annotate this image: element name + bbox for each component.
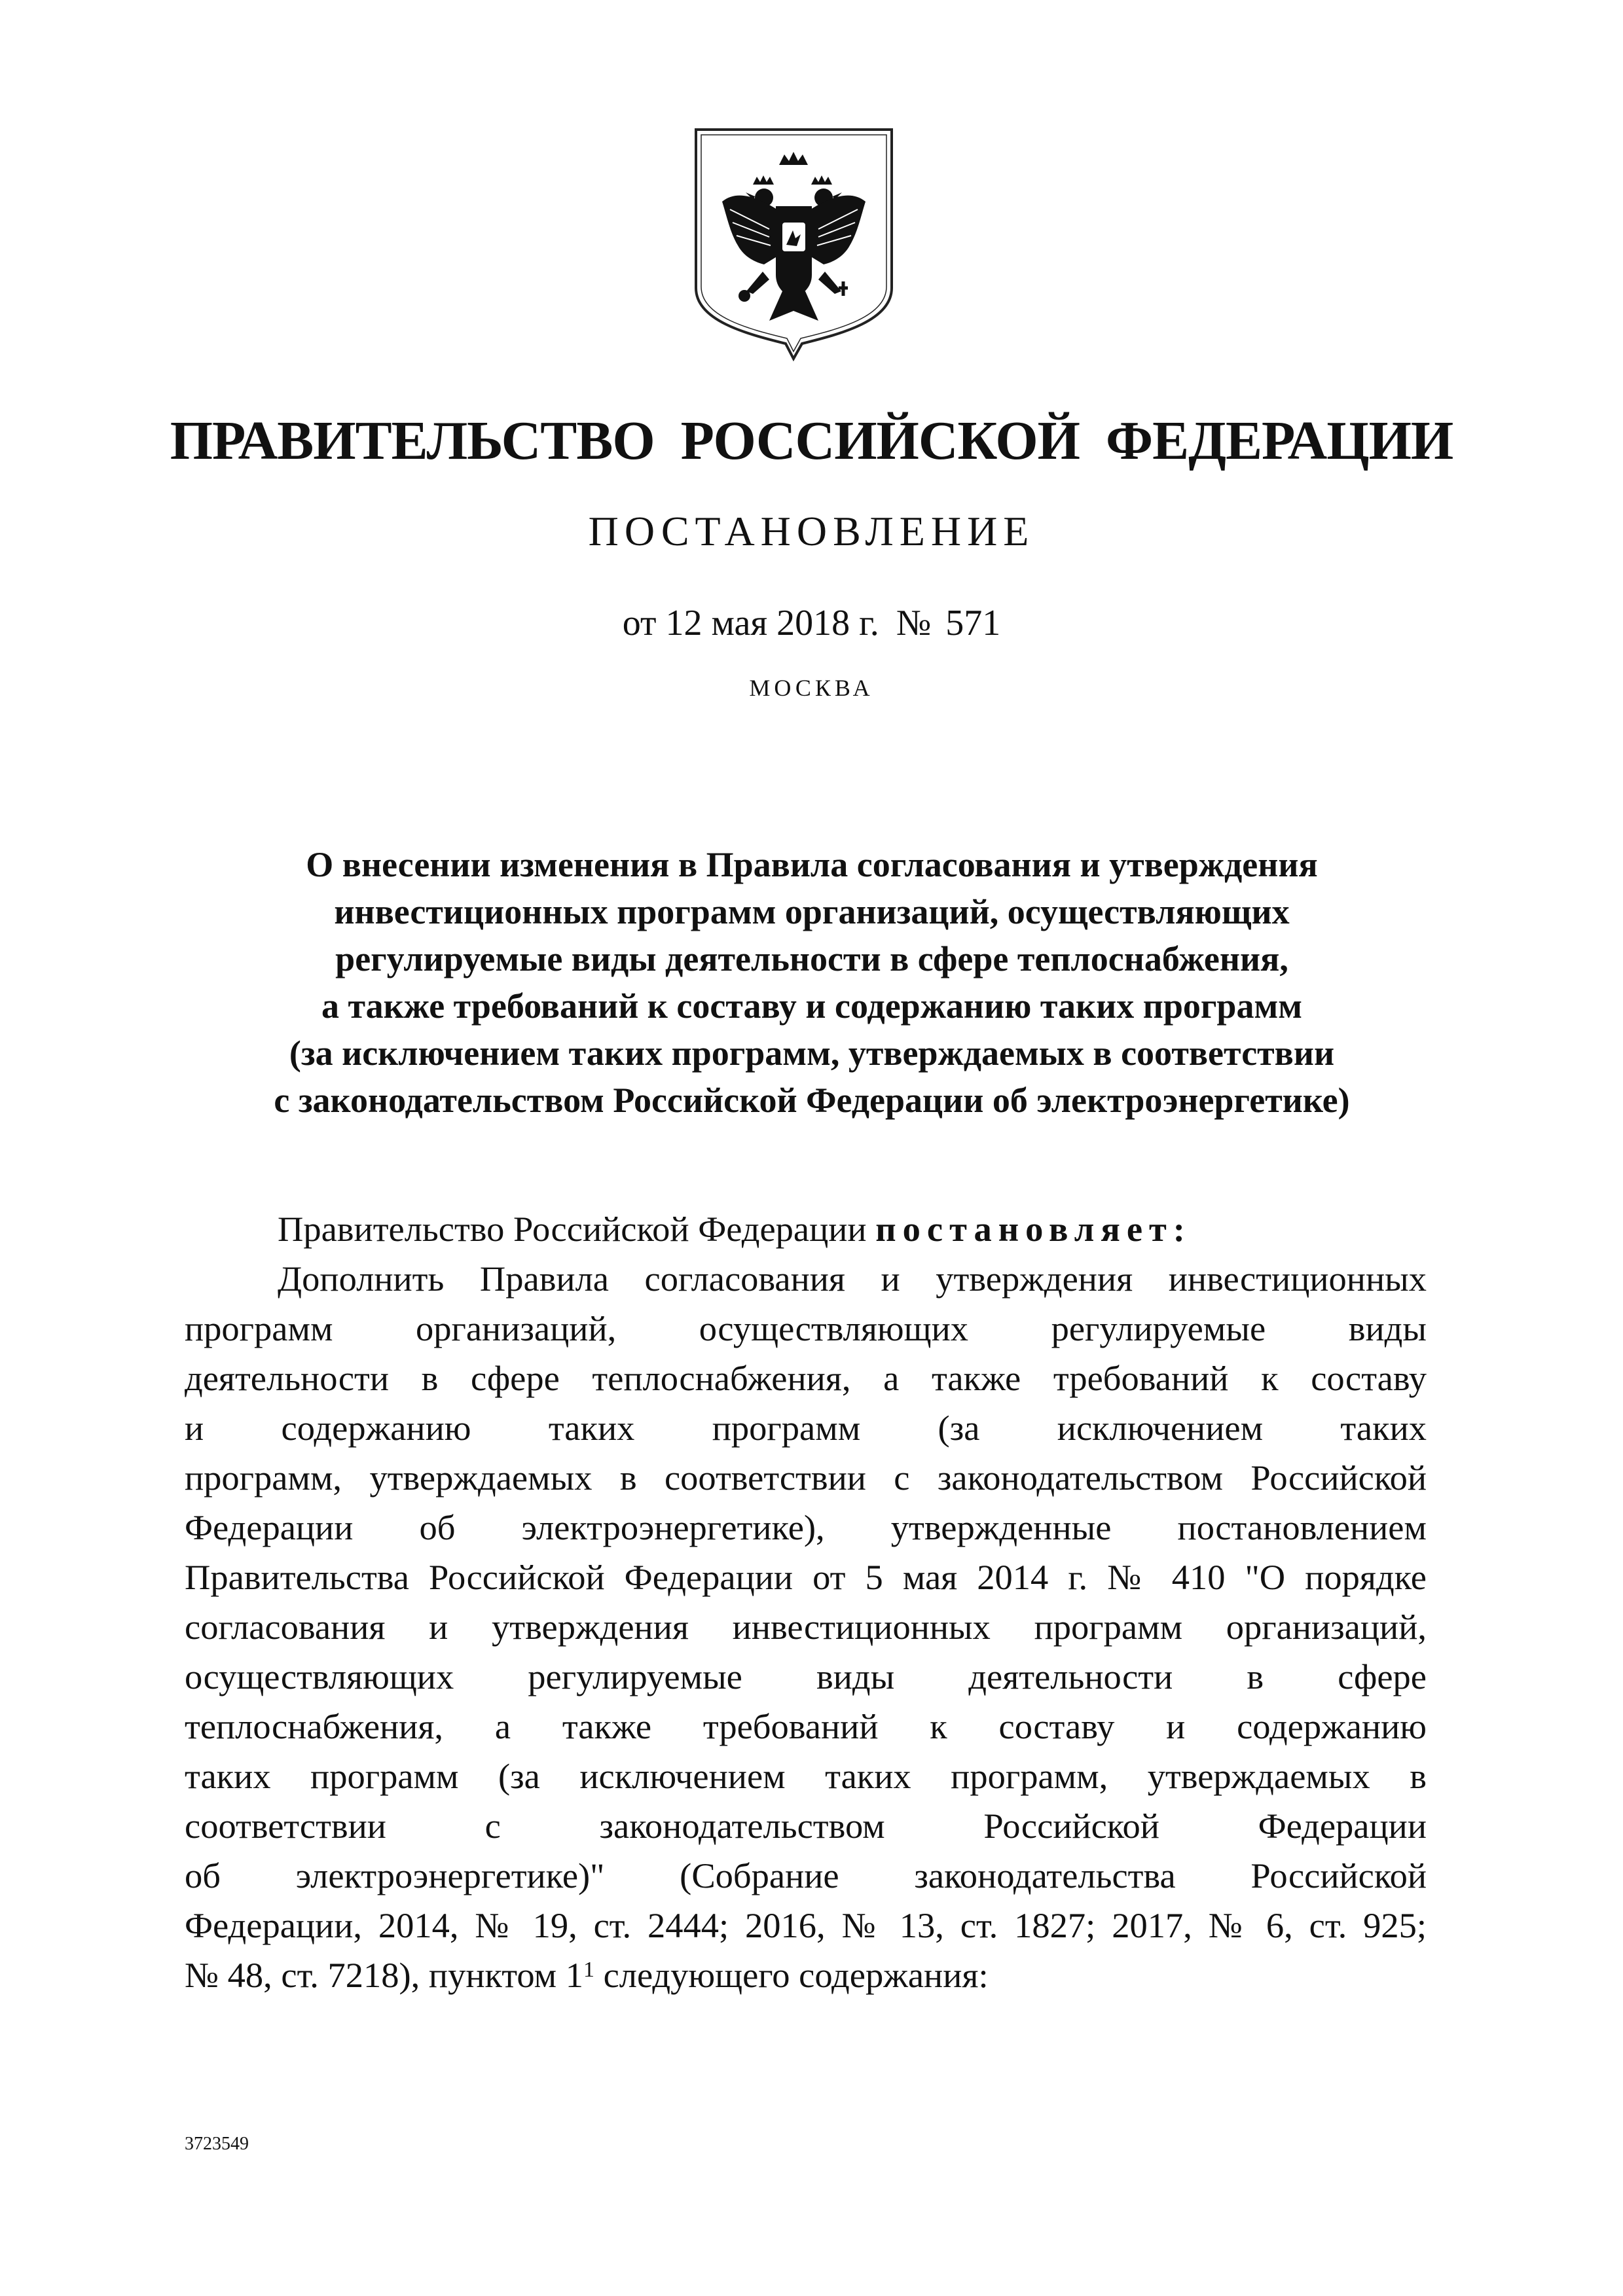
opening-text: Правительство Российской Федерации (278, 1209, 867, 1249)
decree-number: 571 (945, 603, 1001, 643)
government-title: ПРАВИТЕЛЬСТВО РОССИЙСКОЙ ФЕДЕРАЦИИ (170, 410, 1453, 471)
body-line: Федерации, 2014, № 19, ст. 2444; 2016, № 13, ст. 1827; 2017, № 6, ст. 925; (185, 1905, 1427, 1945)
subject-line: (за исключением таких программ, утверждаемых в соответствии (289, 1033, 1335, 1073)
last-line-text: № 48, ст. 7218), пунктом 1 (185, 1955, 583, 1995)
body-line: Правительства Российской Федерации от 5 мая 2014 г. № 410 "О порядке (185, 1557, 1427, 1597)
decree-subject (157, 841, 1467, 1124)
decree-date: от 12 мая 2018 г. (622, 603, 879, 643)
body-line: программ, утверждаемых в соответствии с законодательством Российской (185, 1458, 1427, 1498)
subject-line: с законодательством Российской Федерации об электроэнергетике) (274, 1081, 1350, 1120)
body-line: об электроэнергетике)" (Собрание законодательства Российской (185, 1856, 1427, 1895)
body-line: Федерации об электроэнергетике), утвержденные постановлением (185, 1507, 1427, 1547)
document-type: ПОСТАНОВЛЕНИЕ (588, 508, 1035, 554)
subject-line: регулируемые виды деятельности в сфере теплоснабжения, (335, 939, 1288, 978)
city: МОСКВА (749, 675, 874, 701)
last-line-tail: следующего содержания: (594, 1955, 989, 1995)
document-id: 3723549 (185, 2134, 249, 2154)
point-superscript: 1 (583, 1958, 594, 1982)
body-line: осуществляющих регулируемые виды деятельности в сфере (185, 1657, 1427, 1696)
body-line: и содержанию таких программ (за исключением таких (185, 1408, 1427, 1448)
number-sign: № (896, 603, 932, 643)
body-line: соответствии с законодательством Российской Федерации (185, 1806, 1427, 1846)
body-line: согласования и утверждения инвестиционных программ организаций, (185, 1607, 1427, 1647)
date-number-line (0, 602, 1623, 644)
body-line: таких программ (за исключением таких программ, утверждаемых в (185, 1756, 1427, 1796)
body-line: программ организаций, осуществляющих регулируемые виды (185, 1308, 1427, 1348)
body-line: теплоснабжения, а также требований к составу и содержанию (185, 1706, 1427, 1746)
body-last-line (185, 1950, 1427, 2000)
body-line: деятельности в сфере теплоснабжения, а также требований к составу (185, 1358, 1427, 1398)
russian-coat-of-arms-icon (691, 124, 897, 363)
subject-line: а также требований к составу и содержанию таких программ (321, 986, 1303, 1026)
resolves-word: постановляет: (875, 1209, 1192, 1249)
decree-body (185, 1204, 1427, 2000)
body-line: Дополнить Правила согласования и утверждения инвестиционных (278, 1259, 1427, 1299)
subject-line: инвестиционных программ организаций, осуществляющих (334, 892, 1290, 931)
opening-line (185, 1204, 1427, 1254)
subject-line: О внесении изменения в Правила согласования и утверждения (306, 845, 1318, 884)
